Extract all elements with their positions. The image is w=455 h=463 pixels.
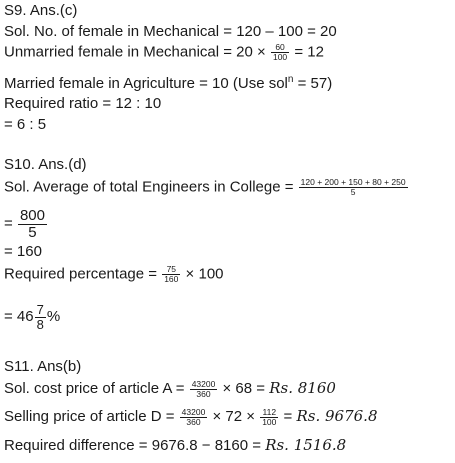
s11-fraction-2-num: 43200: [181, 406, 206, 417]
s9-line-2: [4, 43, 324, 62]
s10-line-5-text: = 46: [4, 308, 34, 326]
s10-line-1: [4, 178, 409, 197]
s10-line-4-end: × 100: [181, 265, 224, 283]
s10-fraction-2: [18, 208, 47, 241]
s9-line-3-end: = 57): [293, 75, 333, 92]
s9-line-3-text: Married female in Agriculture = 10 (Use sol: [4, 75, 288, 92]
s11-fraction-2: [180, 408, 208, 427]
s10-fraction-3-num: 75: [162, 265, 180, 275]
s10-fraction-1-den: 5: [350, 186, 356, 197]
s11-line-3-value: Rs. 1516.8: [265, 436, 347, 454]
s10-fraction-4: [35, 303, 46, 331]
s11-fraction-3: [260, 408, 278, 427]
s10-fraction-3: [162, 265, 180, 284]
s11-line-1: [4, 379, 336, 398]
s10-line-1-text: Sol. Average of total Engineers in College =: [4, 178, 298, 196]
s11-fraction-2-den: 360: [186, 416, 201, 427]
s11-fraction-1: [190, 380, 218, 399]
s11-line-2-value: Rs. 9676.8: [296, 407, 378, 425]
s10-line-5-end: %: [46, 308, 61, 326]
s10-line-5: [4, 303, 60, 331]
s10-fraction-2-den: 5: [28, 223, 37, 241]
s11-line-2-text: Selling price of article D =: [4, 408, 179, 425]
s10-line-4: [4, 265, 224, 284]
s9-line-2-text: Unmarried female in Mechanical = 20 ×: [4, 43, 270, 61]
s9-fraction: [271, 43, 289, 62]
s11-header: S11. Ans(b): [4, 358, 82, 375]
s11-line-1-mid: × 68 =: [218, 380, 270, 397]
s10-line-2-eq: =: [4, 215, 17, 233]
s10-line-3: = 160: [4, 243, 42, 260]
s10-fraction-2-num: 800: [19, 207, 45, 224]
s11-line-2-eq: =: [279, 408, 297, 425]
s11-fraction-1-num: 43200: [191, 378, 216, 389]
s11-line-3: [4, 436, 346, 455]
s11-line-2: [4, 407, 378, 426]
s9-line-1: Sol. No. of female in Mechanical = 120 – 100 = 20: [4, 23, 337, 40]
s10-fraction-1-num: 120 + 200 + 150 + 80 + 250: [300, 177, 406, 187]
s10-fraction-4-num: 7: [36, 302, 44, 317]
s9-line-4: Required ratio = 12 : 10: [4, 95, 162, 112]
s10-line-2: [4, 208, 48, 241]
s10-fraction-3-den: 160: [164, 273, 179, 284]
s11-fraction-3-num: 112: [260, 408, 278, 418]
s9-line-2-result: = 12: [290, 43, 324, 61]
s9-line-3-sup: n: [287, 74, 294, 85]
s9-header: S9. Ans.(c): [4, 2, 78, 19]
s10-fraction-4-den: 8: [36, 316, 44, 332]
s10-fraction-1: [299, 178, 408, 197]
s10-line-4-text: Required percentage =: [4, 265, 162, 283]
s11-line-3-text: Required difference = 9676.8 − 8160 =: [4, 437, 266, 454]
s9-line-5: = 6 : 5: [4, 116, 47, 133]
s9-fraction-den: 100: [272, 51, 288, 62]
s11-fraction-3-den: 100: [262, 416, 277, 427]
s11-line-2-mid: × 72 ×: [208, 408, 260, 425]
s11-line-1-text: Sol. cost price of article A =: [4, 380, 189, 397]
s11-fraction-1-den: 360: [196, 388, 211, 399]
s10-header: S10. Ans.(d): [4, 156, 87, 173]
s11-line-1-value: Rs. 8160: [269, 379, 336, 397]
s9-fraction-num: 60: [271, 43, 289, 53]
s9-line-3: [4, 71, 332, 93]
